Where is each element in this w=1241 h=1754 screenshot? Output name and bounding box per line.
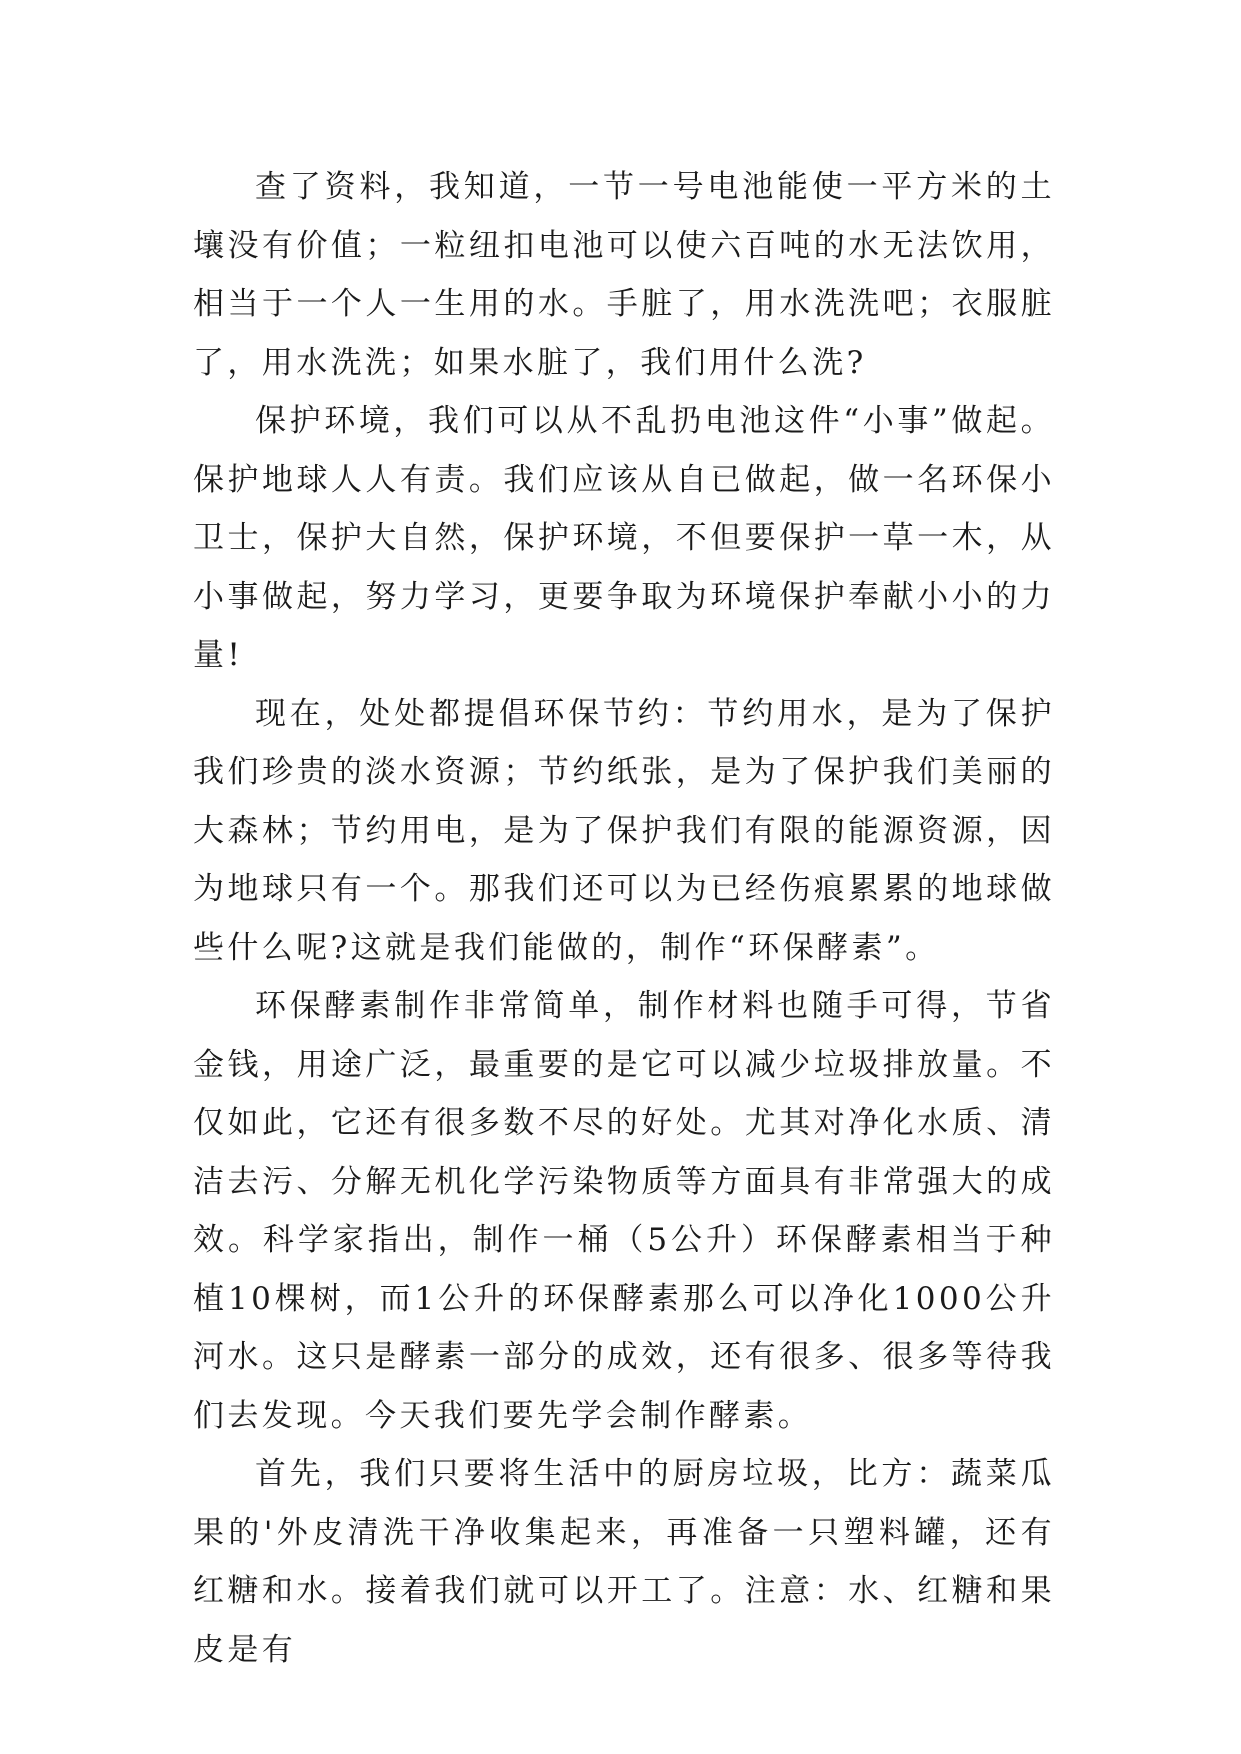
paragraph-eco-enzyme-benefits: 环保酵素制作非常简单，制作材料也随手可得，节省金钱，用途广泛，最重要的是它可以减少垃圾排放量。不仅如此，它还有很多数不尽的好处。尤其对净化水质、清洁去污、分解无机化学污染物质等方面具有非常强大的成效。科学家指出，制作一桶（5公升）环保酵素相当于种植10棵树，而1公升的环保酵素那么可以净化1000公升河水。这只是酵素一部分的成效，还有很多、很多等待我们去发现。今天我们要先学会制作酵素。 — [193, 988, 1055, 1434]
paragraph-enzyme-steps: 首先，我们只要将生活中的厨房垃圾，比方：蔬菜瓜果的'外皮清洗干净收集起来，再准备一只塑料罐，还有红糖和水。接着我们就可以开工了。注意：水、红糖和果皮是有 — [193, 1456, 1055, 1668]
document-body — [193, 158, 1055, 1679]
paragraph-battery-facts: 查了资料，我知道，一节一号电池能使一平方米的土壤没有价值；一粒纽扣电池可以使六百吨的水无法饮用，相当于一个人一生用的水。手脏了，用水洗洗吧；衣服脏了，用水洗洗；如果水脏了，我们用什么洗? — [193, 169, 1055, 381]
paragraph-protect-environment: 保护环境，我们可以从不乱扔电池这件“小事”做起。保护地球人人有责。我们应该从自已做起，做一名环保小卫士，保护大自然，保护环境，不但要保护一草一木，从小事做起，努力学习，更要争取为环境保护奉献小小的力量! — [193, 403, 1055, 673]
paragraph-conservation: 现在，处处都提倡环保节约：节约用水，是为了保护我们珍贵的淡水资源；节约纸张，是为了保护我们美丽的大森林；节约用电，是为了保护我们有限的能源资源，因为地球只有一个。那我们还可以为已经伤痕累累的地球做些什么呢?这就是我们能做的，制作“环保酵素”。 — [193, 695, 1055, 966]
